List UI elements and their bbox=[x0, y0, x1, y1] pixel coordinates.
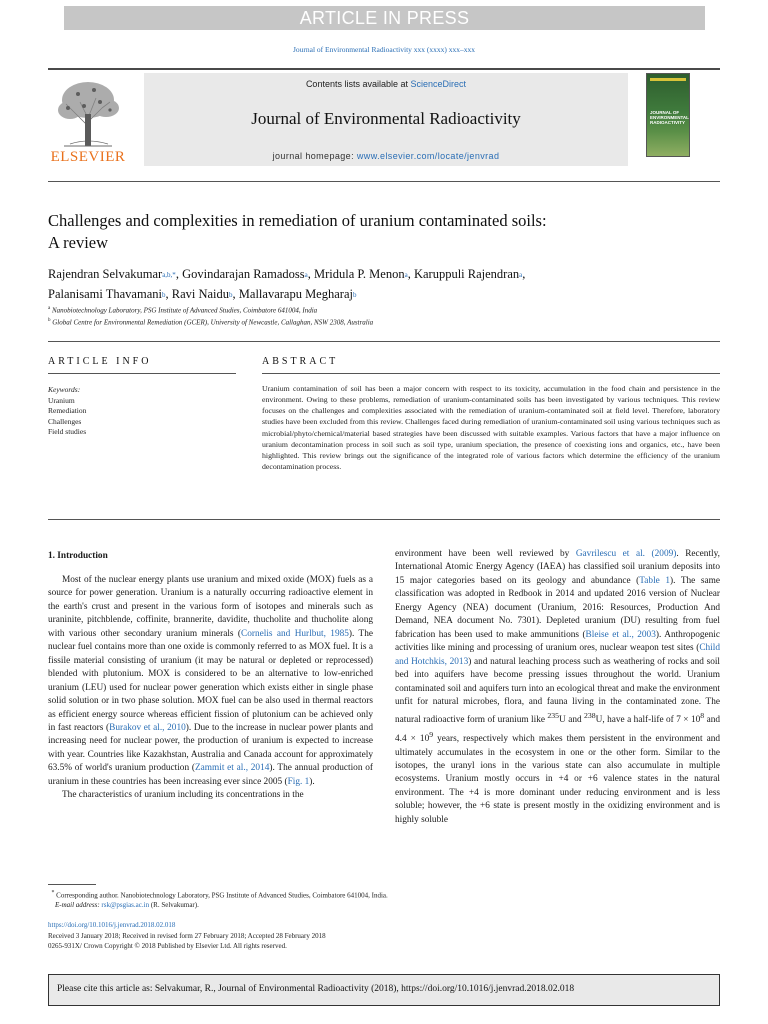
header-top-rule bbox=[48, 68, 720, 70]
article-title bbox=[48, 210, 688, 254]
cover-title-text: JOURNAL OF ENVIRONMENTAL RADIOACTIVITY bbox=[650, 110, 689, 125]
body-text: ). bbox=[309, 776, 315, 787]
citation-link[interactable]: Cornelis and Hurlbut, 1985 bbox=[241, 628, 349, 639]
author-name[interactable]: Karuppuli Rajendran bbox=[413, 267, 520, 281]
body-text: U and bbox=[559, 715, 585, 726]
author-separator: , bbox=[165, 287, 172, 301]
email-link[interactable]: rsk@psgias.ac.in bbox=[101, 901, 150, 910]
abstract-text: Uranium contamination of soil has been a major concern with respect to its toxicity, accumulation in the food chain and persistence in the environment. Owing to these problems, remediation of uranium-contaminated soils has been investigated by various techniques. This review focuses on the challenges and complexities associated with the remediation of uranium-contaminated soil at field level. Therefore, laboratory studies have been excluded from this review. Challenges faced during remediation of uranium-contaminated soil using various techniques such as microbial/phyto/chemical/material based strategies have been discussed with suitable examples. Various factors that have a major influence on uranium decontamination process in soil such as soil type, uranium speciation, the presence of coexisting ions and organics, etc., have been highlighted. This review brings out the significance of the integrated role of various factors which determine the efficiency of the uranium decontamination process. bbox=[262, 384, 720, 472]
article-info-rule bbox=[48, 373, 236, 374]
footnote-rule bbox=[48, 884, 96, 885]
author-line-1 bbox=[48, 264, 708, 284]
author-separator: , bbox=[407, 267, 414, 281]
keywords-block bbox=[48, 385, 228, 438]
author-separator: , bbox=[175, 267, 183, 281]
intro-paragraph-continued bbox=[395, 548, 720, 827]
section-divider-top bbox=[48, 341, 720, 342]
affiliation-marker: b bbox=[48, 318, 51, 323]
journal-title: Journal of Environmental Radioactivity bbox=[251, 109, 521, 128]
keyword-item: Uranium bbox=[48, 395, 75, 405]
sciencedirect-link[interactable]: ScienceDirect bbox=[410, 79, 467, 89]
author-affiliation-marker[interactable]: a bbox=[404, 271, 408, 279]
author-separator: , bbox=[522, 267, 526, 281]
journal-cover-thumbnail[interactable] bbox=[646, 73, 690, 157]
author-affiliation-marker[interactable]: a,b,* bbox=[162, 271, 176, 279]
author-name[interactable]: Palanisami Thavamani bbox=[48, 287, 162, 301]
body-text: ). The annual production of uranium in these countries has been increasing ever since 2005 ( bbox=[48, 763, 373, 787]
author-name[interactable]: Ravi Naidu bbox=[171, 287, 230, 301]
doi-link[interactable]: https://doi.org/10.1016/j.jenvrad.2018.02.018 bbox=[48, 921, 176, 929]
email-owner: (R. Selvakumar). bbox=[150, 901, 199, 910]
body-text: ). Due to the increase in nuclear power plants and increasing need for nuclear power, the production of uranium is expected to increase with year. Countries like Kazakhstan, Australia and Canada account for approximately 63.5% of world's uranium production ( bbox=[48, 722, 373, 774]
footnote-line-2 bbox=[48, 900, 708, 910]
body-text: . Recently, International Atomic Energy Agency (IAEA) has classified soil uranium deposits into 15 major categories based on its geology and abundance ( bbox=[395, 549, 720, 586]
affiliation-text: Global Centre for Environmental Remediation (GCER), University of Newcastle, Callaghan, NSW 2308, Australia bbox=[52, 318, 374, 327]
homepage-label: journal homepage: bbox=[272, 151, 354, 161]
right-body-column bbox=[395, 548, 720, 827]
author-separator: , bbox=[307, 267, 314, 281]
author-name[interactable]: Mallavarapu Megharaj bbox=[238, 287, 353, 301]
intro-paragraph-2: The characteristics of uranium including its concentrations in the bbox=[62, 790, 304, 801]
isotope-superscript: 238 bbox=[584, 711, 596, 721]
keyword-item: Field studies bbox=[48, 427, 87, 436]
homepage-url-link[interactable]: www.elsevier.com/locate/jenvrad bbox=[356, 151, 500, 161]
contents-available-line bbox=[144, 79, 628, 89]
footnote-marker: * bbox=[51, 890, 55, 896]
citation-link[interactable]: Gavrilescu et al. (2009) bbox=[575, 549, 677, 559]
article-info-heading: ARTICLE INFO bbox=[48, 356, 152, 367]
author-name[interactable]: Govindarajan Ramadoss bbox=[182, 267, 305, 281]
citation-link[interactable]: Child and Hotchkis, 2013 bbox=[395, 643, 720, 667]
body-text: U, have a half-life of 7 × 10 bbox=[595, 715, 701, 726]
body-text: Most of the nuclear energy plants use uranium and mixed oxide (MOX) fuels as a source for power generation. Uranium is a naturally occurring radioactive element in the earth's crust and present in the various form of isotopes and minerals such as uraninite, pitchblende, coffinite, brannerite, davidite, thucholite and thucholite along with various other secondary uranium minerals ( bbox=[48, 575, 373, 639]
author-affiliation-marker[interactable]: b bbox=[352, 291, 357, 299]
body-text: and 4.4 × 10 bbox=[395, 715, 720, 745]
citation-box: Please cite this article as: Selvakumar, R., Journal of Environmental Radioactivity (2018), https://doi.org/10.1016/j.jenvrad.2018.02.018 bbox=[48, 974, 720, 1006]
contents-prefix: Contents lists available at bbox=[305, 79, 408, 89]
affiliation-a bbox=[48, 306, 708, 314]
exponent-superscript: 9 bbox=[429, 729, 434, 739]
copyright-line: 0265-931X/ Crown Copyright © 2018 Published by Elsevier Ltd. All rights reserved. bbox=[48, 942, 287, 950]
author-affiliation-marker[interactable]: a bbox=[519, 271, 523, 279]
intro-paragraph-1 bbox=[48, 574, 373, 789]
body-text: ). The nuclear fuel contains more than one oxide is commonly referred to as MOX fuel. It is a fissile material consisting of uranium (it may be natural or depleted or reprocessed) blended with plutonium. MOX is considered to be an alternative to low-enriched uranium (LEU) used for nuclear power generation which exists either in single phase solid solution or in two phase solution. MOX fuel can be also used in thermal reactors as efficient energy source whereas efficient fission of plutonium can be achieved only in fast reactors ( bbox=[48, 628, 373, 733]
body-text: environment have been well reviewed by bbox=[395, 549, 576, 559]
masthead-bottom-rule bbox=[48, 181, 720, 182]
body-text: ). The same classification was adopted in Redbook in 2014 and updated 2016 version of Nuclear Energy Agency (NEA) document (Uranium, 2016: Resources, Production And Demand, NEA document No. 7301). Depleted uranium (DU) resulting from fuel fabrication has been used to make ammunitions ( bbox=[395, 575, 720, 640]
cover-accent-bar bbox=[650, 78, 686, 81]
citation-link[interactable]: Bleise et al., 2003 bbox=[585, 629, 656, 640]
citation-link[interactable]: Burakov et al., 2010 bbox=[109, 722, 186, 733]
author-name[interactable]: Rajendran Selvakumar bbox=[48, 267, 163, 281]
keywords-label: Keywords: bbox=[48, 385, 81, 394]
author-affiliation-marker[interactable]: a bbox=[304, 271, 308, 279]
article-title-line-1: Challenges and complexities in remediation of uranium contaminated soils: bbox=[48, 211, 547, 230]
abstract-rule bbox=[262, 373, 720, 374]
body-text: ). Anthropogenic activities like mining and processing of uranium ores, nuclear weapon test sites ( bbox=[395, 629, 721, 654]
email-label: E-mail address: bbox=[55, 901, 100, 910]
exponent-superscript: 8 bbox=[700, 711, 705, 721]
corresponding-author-footnote bbox=[48, 888, 708, 910]
table-link[interactable]: Table 1 bbox=[639, 575, 671, 586]
affiliation-marker: a bbox=[48, 306, 51, 311]
author-line-2 bbox=[48, 284, 708, 304]
journal-masthead bbox=[144, 73, 628, 166]
author-affiliation-marker[interactable]: b bbox=[161, 291, 166, 299]
body-text: years, respectively which makes them persistent in the environment and ultimately accumulates in the ecosystem in one or the other form. Similar to the isotopes, the uranyl ions in the various state can also accumulate in multiple ecosystems. Uranium mostly occurs in +4 or +6 valence states in the natural environment. The +4 is more dominant under reducing environment and is less soluble; however, the +6 state is present mostly in the oxidizing environment and is highly soluble bbox=[395, 734, 720, 825]
journal-reference-link[interactable]: Journal of Environmental Radioactivity xxx (xxxx) xxx–xxx bbox=[292, 45, 476, 54]
footnote-line-1 bbox=[48, 888, 708, 900]
author-affiliation-marker[interactable]: b bbox=[229, 291, 233, 299]
author-separator: , bbox=[232, 287, 239, 301]
section-heading-introduction: 1. Introduction bbox=[48, 551, 108, 561]
footnote-text: Corresponding author. Nanobiotechnology Laboratory, PSG Institute of Advanced Studies, Coimbatore 641004, India. bbox=[56, 891, 388, 900]
article-in-press-banner: ARTICLE IN PRESS bbox=[64, 6, 705, 30]
affiliation-text: Nanobiotechnology Laboratory, PSG Institute of Advanced Studies, Coimbatore 641004, India bbox=[51, 306, 318, 315]
figure-link[interactable]: Fig. 1 bbox=[287, 776, 310, 787]
affiliation-b bbox=[48, 318, 708, 326]
keyword-item: Remediation bbox=[48, 406, 87, 415]
keyword-item: Challenges bbox=[48, 416, 82, 426]
isotope-superscript: 235 bbox=[547, 711, 560, 721]
received-dates: Received 3 January 2018; Received in revised form 27 February 2018; Accepted 28 February 2018 bbox=[48, 931, 326, 940]
author-name[interactable]: Mridula P. Menon bbox=[313, 267, 405, 281]
elsevier-wordmark: ELSEVIER bbox=[50, 149, 126, 165]
left-body-column bbox=[48, 574, 373, 803]
article-title-line-2: A review bbox=[48, 233, 109, 252]
citation-link[interactable]: Zammit et al., 2014 bbox=[194, 763, 270, 774]
author-list bbox=[48, 264, 708, 304]
journal-homepage-line bbox=[144, 151, 628, 161]
body-text: ) and natural leaching process such as weathering of rocks and soil bed into aquifers have become pressing issues throughout the world. Uranium contaminated soil and aquifers turn into an ecological threat and make the environment unfit for natural microbes, flora, and fauna living in the contaminated zone. The natural radioactive form of uranium like bbox=[395, 656, 721, 726]
doi-and-dates bbox=[48, 920, 708, 952]
abstract-heading: ABSTRACT bbox=[262, 356, 339, 367]
section-divider-bottom bbox=[48, 519, 720, 520]
